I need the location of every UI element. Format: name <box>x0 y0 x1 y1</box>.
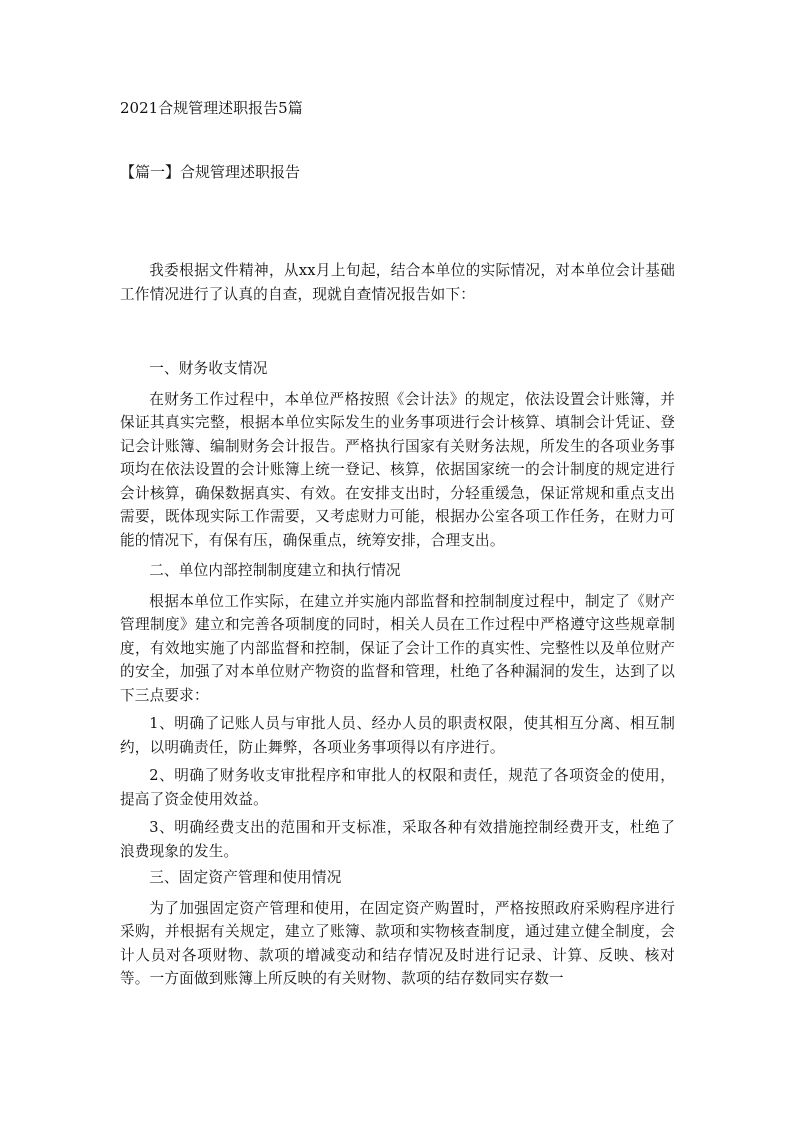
heading-internal-control: 二、单位内部控制制度建立和执行情况 <box>149 562 401 579</box>
paragraph-finance: 在财务工作过程中，本单位严格按照《会计法》的规定，依法设置会计账簿，并保证其真实完整，根据本单位实际发生的业务事项进行会计核算、填制会计凭证、登记会计账簿、编制财务会计报告。严格执行国家有关财务法规，所发生的各项业务事项均在依法设置的会计账簿上统一登记、核算，依据国家统一的会计制度的规定进行会计核算，确保数据真实、有效。在安排支出时，分轻重缓急，保证常规和重点支出需要，既体现实际工作需要，又考虑财力可能，根据办公室各项工作任务，在财力可能的情况下，有保有压，确保重点，统筹安排，合理支出。 <box>120 390 675 549</box>
list-item-2: 2、明确了财务收支审批程序和审批人的权限和责任，规范了各项资金的使用，提高了资金使用效益。 <box>120 767 675 808</box>
paragraph-intro: 我委根据文件精神，从xx月上旬起，结合本单位的实际情况，对本单位会计基础工作情况进行了认真的自查，现就自查情况报告如下： <box>120 262 675 303</box>
paragraph-internal-control: 根据本单位工作实际，在建立并实施内部监督和控制制度过程中，制定了《财产管理制度》建立和完善各项制度的同时，相关人员在工作过程中严格遵守这些规章制度，有效地实施了内部监督和控制，保证了会计工作的真实性、完整性以及单位财产的安全，加强了对本单位财产物资的监督和管理，杜绝了各种漏洞的发生，达到了以下三点要求： <box>120 592 675 704</box>
heading-fixed-assets: 三、固定资产管理和使用情况 <box>149 869 342 886</box>
heading-finance: 一、财务收支情况 <box>149 360 268 377</box>
paragraph-fixed-assets: 为了加强固定资产管理和使用，在固定资产购置时，严格按照政府采购程序进行采购，并根据有关规定，建立了账簿、款项和实物核查制度，通过建立健全制度，会计人员对各项财物、款项的增减变动和结存情况及时进行记录、计算、反映、核对等。一方面做到账簿上所反映的有关财物、款项的结存数同实存数一 <box>120 899 675 987</box>
list-item-3: 3、明确经费支出的范围和开支标准，采取各种有效措施控制经费开支，杜绝了浪费现象的发生。 <box>120 819 675 860</box>
list-item-1: 1、明确了记账人员与审批人员、经办人员的职责权限，使其相互分离、相互制约，以明确责任，防止舞弊，各项业务事项得以有序进行。 <box>120 715 675 756</box>
document-body <box>120 259 675 991</box>
section-title: 【篇一】合规管理述职报告 <box>120 163 301 181</box>
document-title: 2021合规管理述职报告5篇 <box>120 99 303 117</box>
